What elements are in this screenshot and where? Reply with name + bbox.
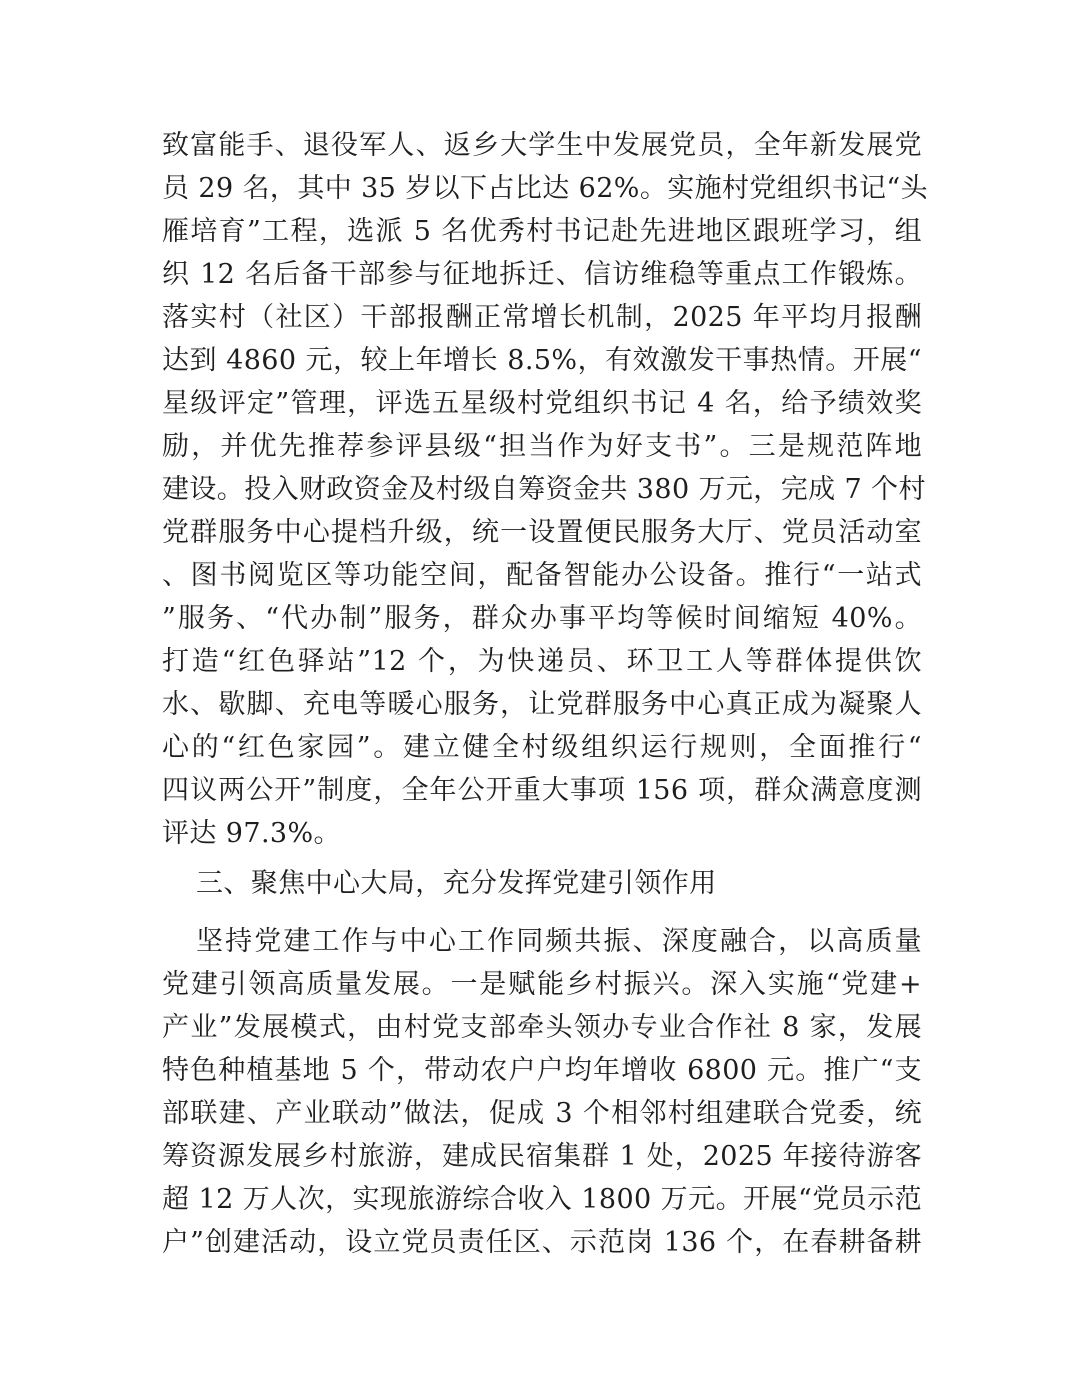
text-line: 达到 4860 元，较上年增长 8.5%，有效激发干事热情。开展“: [162, 345, 922, 376]
text-line: 心的“红色家园”。建立健全村级组织运行规则，全面推行“: [162, 732, 922, 763]
text-line: 建设。投入财政资金及村级自筹资金共 380 万元，完成 7 个村: [162, 474, 926, 505]
text-line: 员 29 名，其中 35 岁以下占比达 62%。实施村党组织书记“头: [162, 173, 929, 204]
section-heading: 三、聚焦中心大局，充分发挥党建引领作用: [196, 868, 717, 899]
text-line: 党建引领高质量发展。一是赋能乡村振兴。深入实施“党建+: [162, 969, 922, 1000]
text-line: 励，并优先推荐参评县级“担当作为好支书”。三是规范阵地: [162, 431, 922, 462]
text-line: 特色种植基地 5 个，带动农户户均年增收 6800 元。推广“支: [162, 1055, 922, 1086]
text-line: 致富能手、退役军人、返乡大学生中发展党员，全年新发展党: [162, 130, 922, 161]
text-line: ”服务、“代办制”服务，群众办事平均等候时间缩短 40%。: [162, 603, 922, 634]
text-line: 筹资源发展乡村旅游，建成民宿集群 1 处，2025 年接待游客: [162, 1141, 922, 1172]
text-line: 星级评定”管理，评选五星级村党组织书记 4 名，给予绩效奖: [162, 388, 922, 419]
text-line: 坚持党建工作与中心工作同频共振、深度融合，以高质量: [196, 926, 922, 957]
text-line: 户”创建活动，设立党员责任区、示范岗 136 个，在春耕备耕: [162, 1227, 922, 1258]
text-line: 落实村（社区）干部报酬正常增长机制，2025 年平均月报酬: [162, 302, 922, 333]
text-line: 雁培育”工程，选派 5 名优秀村书记赴先进地区跟班学习，组: [162, 216, 922, 247]
text-line: 水、歇脚、充电等暖心服务，让党群服务中心真正成为凝聚人: [162, 689, 922, 720]
text-line: 超 12 万人次，实现旅游综合收入 1800 万元。开展“党员示范: [162, 1184, 922, 1215]
text-line: 部联建、产业联动”做法，促成 3 个相邻村组建联合党委，统: [162, 1098, 922, 1129]
text-line: 党群服务中心提档升级，统一设置便民服务大厅、党员活动室: [162, 517, 922, 548]
text-line: 评达 97.3%。: [162, 818, 341, 849]
text-line: 打造“红色驿站”12 个，为快递员、环卫工人等群体提供饮: [162, 646, 922, 677]
text-line: 四议两公开”制度，全年公开重大事项 156 项，群众满意度测: [162, 775, 922, 806]
text-line: 产业”发展模式，由村党支部牵头领办专业合作社 8 家，发展: [162, 1012, 922, 1043]
text-line: 、图书阅览区等功能空间，配备智能办公设备。推行“一站式: [162, 560, 922, 591]
text-line: 织 12 名后备干部参与征地拆迁、信访维稳等重点工作锻炼。: [162, 259, 922, 290]
